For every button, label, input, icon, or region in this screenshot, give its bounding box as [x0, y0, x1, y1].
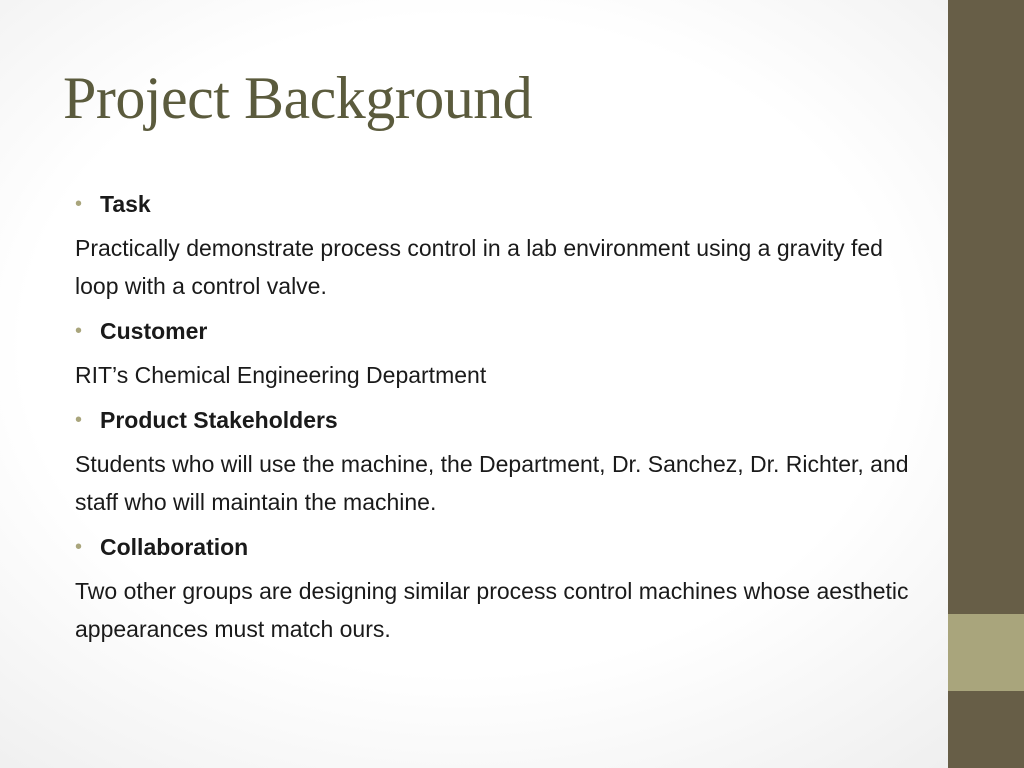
bullet-dot-icon: •	[75, 320, 83, 342]
bullet-heading: Collaboration	[100, 534, 249, 560]
sidebar-accent-block	[948, 614, 1024, 691]
bullet-heading: Product Stakeholders	[100, 407, 338, 433]
section-text: Practically demonstrate process control in a lab environment using a gravity fed loop with a control valve.	[75, 235, 883, 299]
bullet-customer	[75, 311, 925, 351]
bullet-dot-icon: •	[75, 409, 83, 431]
section-text: RIT’s Chemical Engineering Department	[75, 362, 487, 388]
bullet-collaboration	[75, 527, 925, 567]
slide-title: Project Background	[63, 65, 533, 131]
bullet-task	[75, 184, 925, 224]
bullet-heading: Customer	[100, 318, 208, 344]
bullet-dot-icon: •	[75, 536, 83, 558]
slide-body	[75, 184, 925, 654]
bullet-heading: Task	[100, 191, 151, 217]
section-text: Students who will use the machine, the Department, Dr. Sanchez, Dr. Richter, and staff who will maintain the machine.	[75, 451, 909, 515]
bullet-dot-icon: •	[75, 193, 83, 215]
bullet-product-stakeholders	[75, 400, 925, 440]
section-text: Two other groups are designing similar process control machines whose aesthetic appearances must match ours.	[75, 578, 909, 642]
